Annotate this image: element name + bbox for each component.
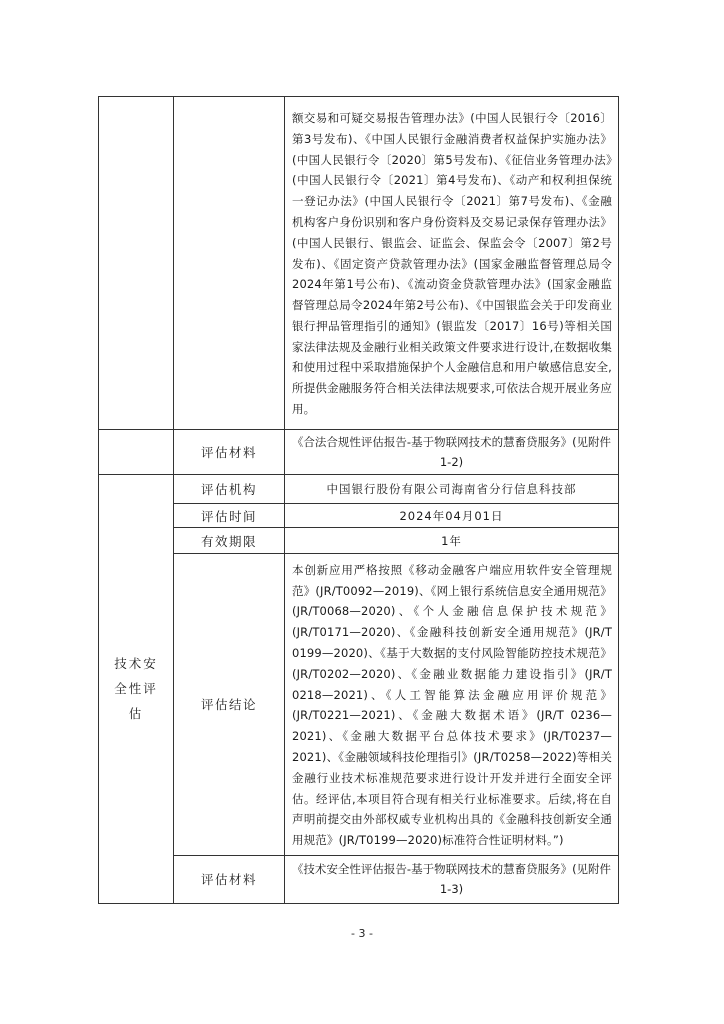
section-label-tech-security	[99, 474, 174, 903]
table-row	[99, 97, 619, 430]
conclusion-value: 本创新应用严格按照《移动金融客户端应用软件安全管理规范》(JR/T0092—2019)、《网上银行系统信息安全通用规范》(JR/T0068—2020)、《个人金融信息保护技术规范》(JR/T0171—2020)、《金融科技创新安全通用规范》(JR/T 0199—2020)、《基于大数据的支付风险智能防控技术规范》(JR/T0202—2020)、《金融业数据能力建设指引》(JR/T 0218—2021)、《人工智能算法金融应用评价规范》(JR/T0221—2021)、《金融大数据术语》(JR/T 0236—2021)、《金融大数据平台总体技术要求》(JR/T0237—2021)、《金融领域科技伦理指引》(JR/T0258—2022)等相关金融行业技术标准规范要求进行设计开发并进行全面安全评估。经评估,本项目符合现有相关行业标准要求。后续,将在自声明前提交由外部权威专业机构出具的《金融科技创新安全通用规范》(JR/T0199—2020)标准符合性证明材料。”)	[292, 562, 612, 848]
value-cell	[285, 97, 619, 430]
compliance-material-value: 《合法合规性评估报告-基于物联网技术的慧畜贷服务》(见附件1-2)	[291, 434, 612, 469]
compliance-basis-text: 额交易和可疑交易报告管理办法》(中国人民银行令〔2016〕第3号发布)、《中国人民银行金融消费者权益保护实施办法》(中国人民银行令〔2020〕第5号发布)、《征信业务管理办法》(中国人民银行令〔2021〕第4号发布)、《动产和权利担保统一登记办法》(中国人民银行令〔2021〕第7号发布)、《金融机构客户身份识别和客户身份资料及交易记录保存管理办法》(中国人民银行、银监会、证监会、保监会令〔2007〕第2号发布)、《固定资产贷款管理办法》(国家金融监督管理总局令2024年第1号公布)、《流动资金贷款管理办法》(国家金融监督管理总局令2024年第2号公布)、《中国银监会关于印发商业银行押品管理指引的通知》(银监发〔2017〕16号)等相关国家法律法规及金融行业相关政策文件要求进行设计,在数据收集和使用过程中采取措施保护个人金融信息和用户敏感信息安全,所提供金融服务符合相关法律法规要求,可依法合规开展业务应用。	[292, 110, 612, 417]
table-row	[99, 429, 619, 474]
validity-label: 有效期限	[174, 528, 285, 554]
table-row	[99, 474, 619, 503]
table-row	[99, 528, 619, 554]
conclusion-label: 评估结论	[174, 554, 285, 856]
tech-material-value: 《技术安全性评估报告-基于物联网技术的慧畜贷服务》(见附件1-3)	[291, 862, 612, 897]
label-cell-empty	[174, 97, 285, 430]
section-cell-empty	[99, 97, 174, 430]
page-number: - 3 -	[351, 927, 373, 940]
material-label: 评估材料	[174, 429, 285, 474]
table-row	[99, 554, 619, 856]
section-cell-empty	[99, 429, 174, 474]
validity-value: 1年	[285, 528, 619, 554]
value-cell	[285, 554, 619, 856]
section-label-text: 技术安全性评估	[114, 656, 158, 722]
table-row	[99, 503, 619, 527]
tech-material-label: 评估材料	[174, 855, 285, 903]
evaluation-table	[98, 96, 619, 904]
table-row	[99, 855, 619, 903]
time-label: 评估时间	[174, 503, 285, 527]
time-value: 2024年04月01日	[285, 503, 619, 527]
agency-value: 中国银行股份有限公司海南省分行信息科技部	[285, 474, 619, 503]
value-cell	[285, 855, 619, 903]
value-cell	[285, 429, 619, 474]
agency-label: 评估机构	[174, 474, 285, 503]
